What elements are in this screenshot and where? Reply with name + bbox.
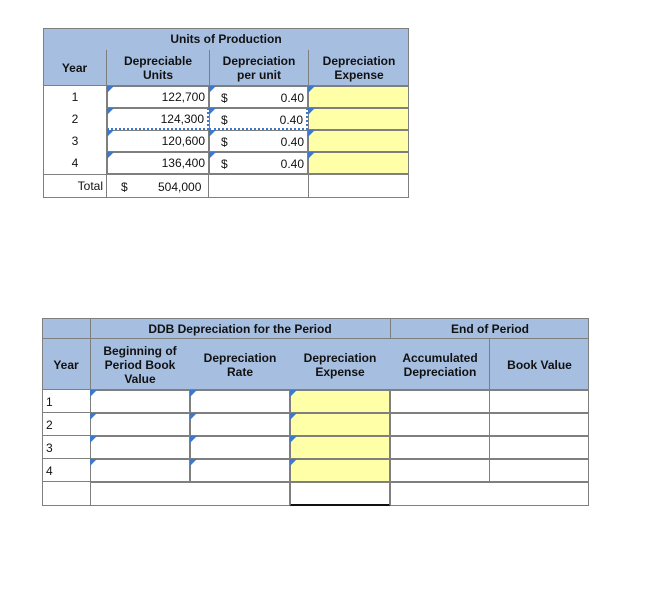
accumulated-depreciation-cell — [390, 390, 490, 413]
table2-header-divider — [90, 318, 91, 390]
table2-col-depreciation-expense: Depreciation Expense — [303, 351, 377, 379]
table2-header-divider — [489, 339, 490, 390]
input-marker-icon — [90, 390, 97, 397]
input-marker-icon — [209, 86, 216, 93]
depreciation-expense-input[interactable] — [308, 130, 409, 152]
rate-value: 0.40 — [280, 135, 304, 149]
input-marker-icon — [308, 86, 315, 93]
input-marker-icon — [107, 152, 114, 159]
rate-value: 0.40 — [280, 157, 304, 171]
total-units-value: 504,000 — [158, 180, 202, 194]
table2-bottom-border — [42, 505, 91, 506]
table2-row-year: 2 — [46, 418, 53, 432]
input-marker-icon — [308, 130, 315, 137]
input-marker-icon — [107, 130, 114, 137]
input-marker-icon — [190, 436, 197, 443]
rate-input[interactable] — [209, 86, 308, 108]
table1-header-divider — [106, 50, 107, 86]
table2-row-divider — [42, 458, 91, 459]
depreciation-rate-input[interactable] — [190, 436, 290, 459]
input-marker-icon — [209, 130, 216, 137]
beginning-book-value-input[interactable] — [90, 413, 190, 436]
currency-symbol: $ — [221, 91, 228, 105]
units-input[interactable]: 120,600 — [107, 130, 209, 152]
table1-row-year: 3 — [71, 134, 79, 148]
input-marker-icon — [290, 413, 297, 420]
beginning-book-value-input[interactable] — [90, 459, 190, 482]
ddb-period-title: DDB Depreciation for the Period — [148, 321, 332, 336]
input-marker-icon — [190, 390, 197, 397]
ddb-total-expense-cell — [290, 482, 390, 506]
table1-col-depreciable-units: Depreciable Units — [123, 54, 193, 82]
total-currency: $ — [121, 180, 128, 194]
table2-col-beginning-book-value: Beginning of Period Book Value — [103, 344, 177, 386]
input-marker-icon — [190, 413, 197, 420]
rate-input[interactable] — [209, 108, 308, 130]
table1-row-year: 4 — [71, 156, 79, 170]
input-marker-icon — [90, 413, 97, 420]
table1-row-year: 1 — [71, 90, 79, 104]
units-input[interactable]: 124,300 — [107, 108, 209, 130]
table1-row-year: 2 — [71, 112, 79, 126]
input-marker-icon — [290, 390, 297, 397]
depreciation-expense-input[interactable] — [308, 108, 409, 130]
table1-header-divider — [308, 50, 309, 86]
total-units-cell — [107, 175, 209, 197]
rate-input[interactable] — [209, 152, 308, 174]
input-marker-icon — [308, 152, 315, 159]
total-label: Total — [77, 179, 103, 193]
accumulated-depreciation-cell — [390, 413, 490, 436]
input-marker-icon — [209, 108, 216, 115]
depreciation-rate-input[interactable] — [190, 390, 290, 413]
book-value-cell — [489, 413, 589, 436]
total-expense-cell — [308, 175, 409, 198]
accumulated-depreciation-cell — [390, 436, 490, 459]
table2-col-book-value: Book Value — [507, 358, 572, 372]
units-input[interactable]: 122,700 — [107, 86, 209, 108]
depreciation-expense-input[interactable] — [308, 86, 409, 108]
units-input[interactable]: 136,400 — [107, 152, 209, 174]
input-marker-icon — [90, 459, 97, 466]
depreciation-rate-input[interactable] — [190, 413, 290, 436]
book-value-cell — [489, 390, 589, 413]
table2-row-year: 3 — [46, 441, 53, 455]
depreciation-rate-input[interactable] — [190, 459, 290, 482]
rate-value: 0.40 — [280, 91, 304, 105]
table2-row-divider — [42, 481, 91, 482]
depreciation-expense-input[interactable] — [308, 152, 409, 174]
input-marker-icon — [90, 436, 97, 443]
accumulated-depreciation-cell — [390, 459, 490, 482]
table2-row-year: 1 — [46, 395, 53, 409]
input-marker-icon — [209, 152, 216, 159]
ddb-expense-input[interactable] — [290, 413, 390, 436]
table2-row-year: 4 — [46, 464, 53, 478]
beginning-book-value-input[interactable] — [90, 436, 190, 459]
rate-value: 0.40 — [279, 113, 303, 127]
table1-col-depreciation-expense: Depreciation Expense — [322, 54, 396, 82]
table2-total-left-cell — [90, 482, 290, 506]
currency-symbol: $ — [221, 113, 228, 127]
ddb-expense-input[interactable] — [290, 436, 390, 459]
table2-col-year: Year — [53, 358, 79, 372]
input-marker-icon — [290, 436, 297, 443]
currency-symbol: $ — [221, 157, 228, 171]
currency-symbol: $ — [221, 135, 228, 149]
table1-header-divider — [209, 50, 210, 86]
rate-input[interactable] — [209, 130, 308, 152]
book-value-cell — [489, 459, 589, 482]
end-of-period-title: End of Period — [451, 321, 529, 336]
table1-col-year: Year — [61, 61, 88, 75]
input-marker-icon — [190, 459, 197, 466]
table2-row-divider — [42, 435, 91, 436]
table2-col-depreciation-rate: Depreciation Rate — [203, 351, 277, 379]
table1-title: Units of Production — [170, 32, 282, 46]
table2-row-divider — [42, 412, 91, 413]
beginning-book-value-input[interactable] — [90, 390, 190, 413]
table2-total-right-cell — [390, 482, 589, 506]
table2-col-accumulated-depreciation: Accumulated Depreciation — [402, 351, 478, 379]
ddb-expense-input[interactable] — [290, 459, 390, 482]
ddb-expense-input[interactable] — [290, 390, 390, 413]
input-marker-icon — [308, 108, 315, 115]
table1-col-depreciation-per-unit: Depreciation per unit — [222, 54, 296, 82]
input-marker-icon — [107, 86, 114, 93]
book-value-cell — [489, 436, 589, 459]
input-marker-icon — [107, 108, 114, 115]
input-marker-icon — [290, 459, 297, 466]
